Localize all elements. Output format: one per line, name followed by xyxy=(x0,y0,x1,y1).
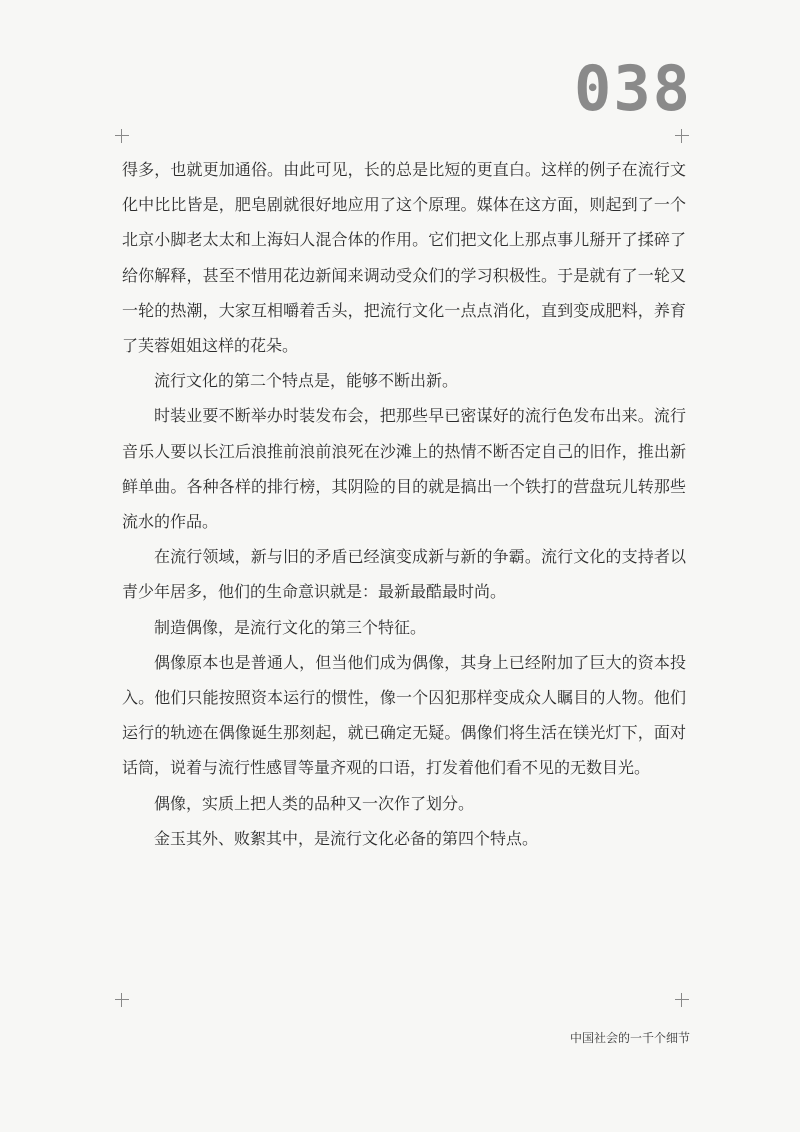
crop-mark-bottom-right xyxy=(675,993,689,1007)
paragraph-1: 得多，也就更加通俗。由此可见，长的总是比短的更直白。这样的例子在流行文化中比比皆是，肥皂剧就很好地应用了这个原理。媒体在这方面，则起到了一个北京小脚老太太和上海妇人混合体的作用。它们把文化上那点事儿掰开了揉碎了给你解释，甚至不惜用花边新闻来调动受众们的学习积极性。于是就有了一轮又一轮的热潮，大家互相嚼着舌头，把流行文化一点点消化，直到变成肥料，养育了芙蓉姐姐这样的花朵。 xyxy=(122,160,686,356)
body-text xyxy=(122,152,686,856)
paragraph-2: 流行文化的第二个特点是，能够不断出新。 xyxy=(154,371,459,391)
paragraph-4: 在流行领域，新与旧的矛盾已经演变成新与新的争霸。流行文化的支持者以青少年居多，他们的生命意识就是：最新最酷最时尚。 xyxy=(122,547,686,602)
crop-mark-top-left xyxy=(115,129,129,143)
crop-mark-top-right xyxy=(675,129,689,143)
book-title-footer: 中国社会的一千个细节 xyxy=(569,1031,690,1045)
paragraph-8: 金玉其外、败絮其中，是流行文化必备的第四个特点。 xyxy=(154,828,539,848)
paragraph-7: 偶像，实质上把人类的品种又一次作了划分。 xyxy=(154,793,475,813)
page-number: 038 xyxy=(574,52,692,125)
paragraph-6: 偶像原本也是普通人，但当他们成为偶像，其身上已经附加了巨大的资本投入。他们只能按照资本运行的惯性，像一个囚犯那样变成众人瞩目的人物。他们运行的轨迹在偶像诞生那刻起，就已确定无疑。偶像们将生活在镁光灯下，面对话筒，说着与流行性感冒等量齐观的口语，打发着他们看不见的无数目光。 xyxy=(122,652,686,778)
crop-mark-bottom-left xyxy=(115,993,129,1007)
paragraph-5: 制造偶像，是流行文化的第三个特征。 xyxy=(154,617,427,637)
paragraph-3: 时装业要不断举办时装发布会，把那些早已密谋好的流行色发布出来。流行音乐人要以长江后浪推前浪前浪死在沙滩上的热情不断否定自己的旧作，推出新鲜单曲。各种各样的排行榜，其阴险的目的就是搞出一个铁打的营盘玩儿转那些流水的作品。 xyxy=(122,406,686,532)
